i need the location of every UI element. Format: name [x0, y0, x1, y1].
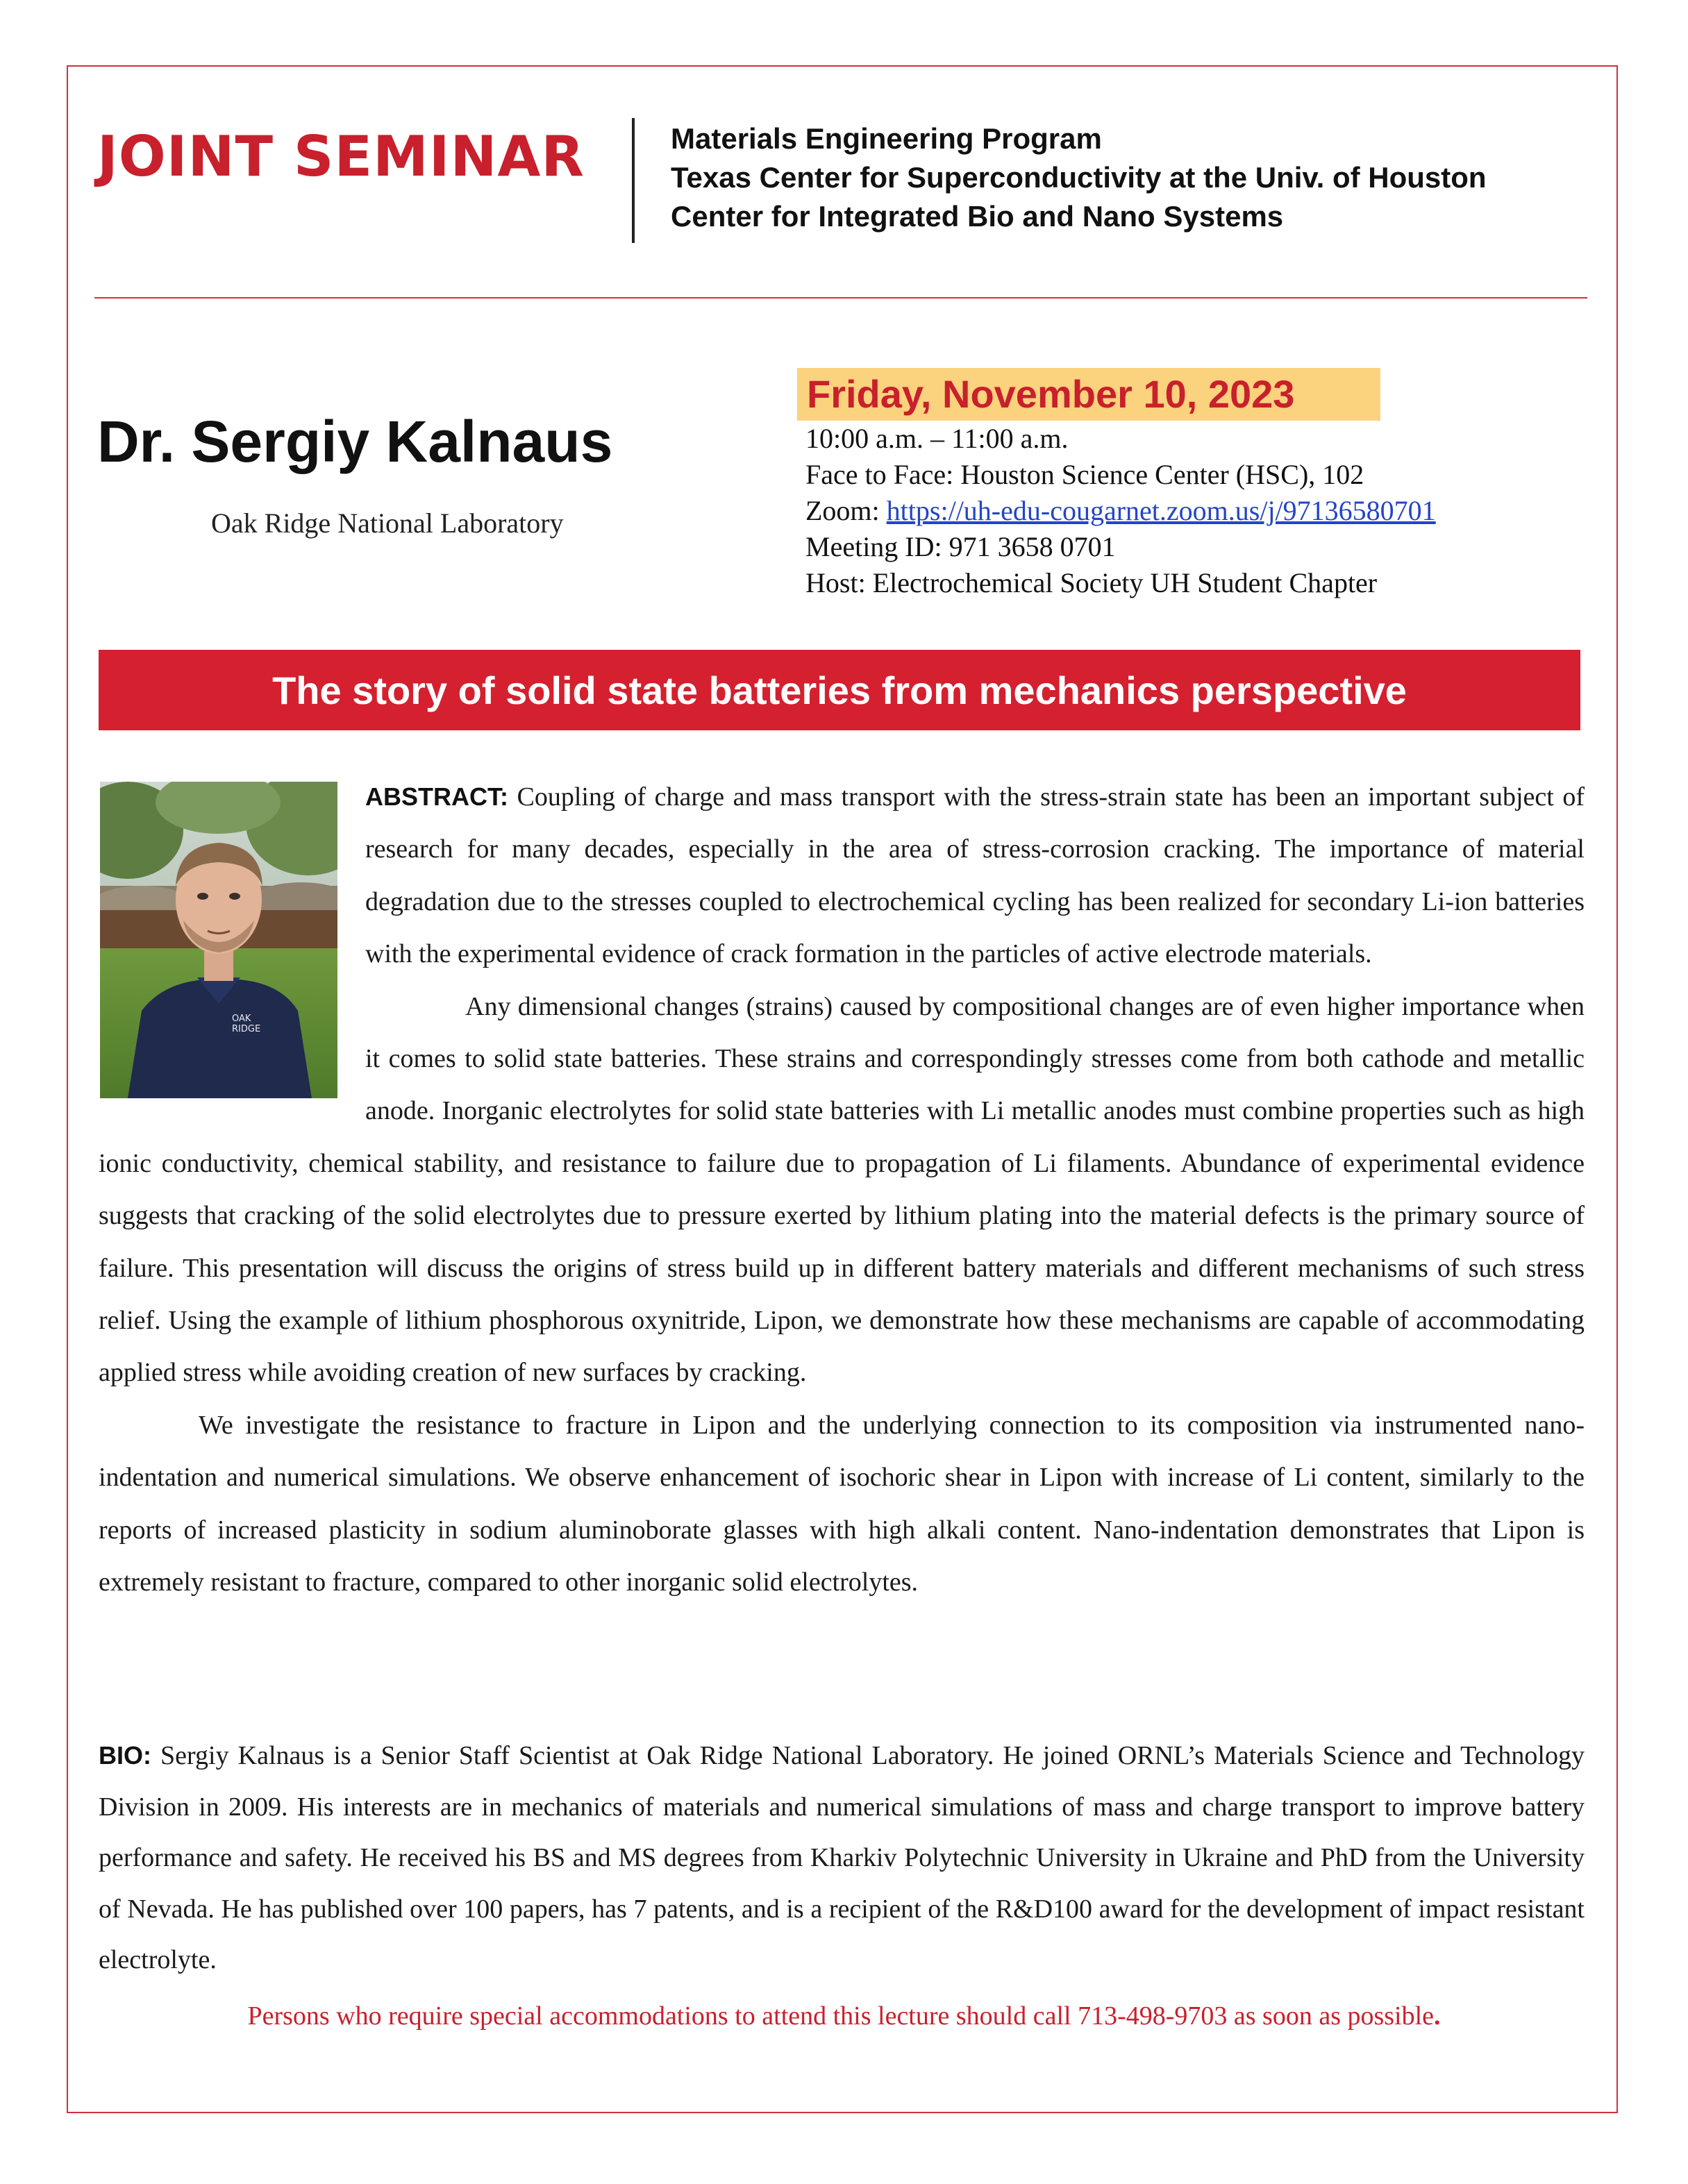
- host-programs: [671, 119, 1487, 236]
- program-line: Texas Center for Superconductivity at the Univ. of Houston: [671, 161, 1487, 194]
- zoom-link[interactable]: https://uh-edu-cougarnet.zoom.us/j/97136580701: [886, 495, 1436, 526]
- program-line: Materials Engineering Program: [671, 122, 1102, 155]
- speaker-affiliation: Oak Ridge National Laboratory: [211, 507, 564, 539]
- zoom-line: [805, 493, 1436, 529]
- talk-title-banner: [99, 650, 1580, 730]
- bio: [99, 1730, 1585, 1986]
- notice-text: Persons who require special accommodations to attend this lecture should call 713-498-9703 as soon as possible: [247, 2001, 1435, 2031]
- abstract: [99, 771, 1585, 1609]
- bio-text: Sergiy Kalnaus is a Senior Staff Scientist at Oak Ridge National Laboratory. He joined ORNL’s Materials Science and Technology Division in 2009. His interests are in mechanics of materials and numerical simulations of mass and charge transport to improve battery performance and safety. He received his BS and MS degrees from Kharkiv Polytechnic University in Ukraine and PhD from the University of Nevada. He has published over 100 papers, has 7 patents, and is a recipient of the R&D100 award for the development of impact resistant electrolyte.: [99, 1741, 1585, 1974]
- abstract-text: Coupling of charge and mass transport with the stress-strain state has been an important subject of research for many decades, especially in the area of stress-corrosion cracking. The importance of material degradation due to the stresses coupled to electrochemical cycling has been realized for secondary Li-ion batteries with the experimental evidence of crack formation in the particles of active electrode materials.: [365, 782, 1585, 969]
- event-location: Face to Face: Houston Science Center (HSC), 102: [805, 459, 1364, 490]
- event-date: Friday, November 10, 2023: [807, 372, 1295, 416]
- accommodations-notice: [0, 2001, 1688, 2031]
- header-rule: [94, 297, 1587, 299]
- abstract-paragraph: [99, 771, 1585, 981]
- seminar-heading: JOINT SEMINAR: [97, 124, 585, 189]
- abstract-paragraph: We investigate the resistance to fracture in Lipon and the underlying connection to its composition via instrumented nano-indentation and numerical simulations. We observe enhancement of isochoric shear in Lipon with increase of Li content, similarly to the reports of increased plasticity in sodium aluminoborate glasses with high alkali content. Nano-indentation demonstrates that Lipon is extremely resistant to fracture, compared to other inorganic solid electrolytes.: [99, 1410, 1585, 1597]
- abstract-label: ABSTRACT:: [365, 782, 508, 811]
- bio-paragraph: [99, 1730, 1585, 1986]
- bio-label: BIO:: [99, 1741, 151, 1770]
- abstract-paragraph: Any dimensional changes (strains) caused by compositional changes are of even higher importance when it comes to solid state batteries. These strains and correspondingly stresses come from both cathode and metallic anode. Inorganic electrolytes for solid state batteries with Li metallic anodes must combine properties such as high ionic conductivity, chemical stability, and resistance to failure due to propagation of Li filaments. Abundance of experimental evidence suggests that cracking of the solid electrolytes due to pressure exerted by lithium plating into the material defects is the primary source of failure. This presentation will discuss the origins of stress build up in different battery materials and different mechanisms of such stress relief. Using the example of lithium phosphorous oxynitride, Lipon, we demonstrate how these mechanisms are capable of accommodating applied stress while avoiding creation of new surfaces by cracking.: [99, 991, 1585, 1388]
- svg-text:RIDGE: RIDGE: [232, 1024, 261, 1034]
- header-divider: [632, 118, 635, 243]
- event-details: [805, 421, 1436, 601]
- program-line: Center for Integrated Bio and Nano Systems: [671, 200, 1284, 233]
- meeting-id: Meeting ID: 971 3658 0701: [805, 531, 1116, 562]
- photo-spacer: [99, 771, 365, 1111]
- event-host: Host: Electrochemical Society UH Student Chapter: [805, 567, 1378, 598]
- notice-period: .: [1434, 2001, 1441, 2031]
- speaker-name: Dr. Sergiy Kalnaus: [97, 409, 613, 474]
- svg-text:OAK: OAK: [232, 1014, 251, 1024]
- talk-title: The story of solid state batteries from mechanics perspective: [272, 668, 1407, 712]
- event-time: 10:00 a.m. – 11:00 a.m.: [805, 423, 1069, 454]
- zoom-label: Zoom:: [805, 495, 887, 526]
